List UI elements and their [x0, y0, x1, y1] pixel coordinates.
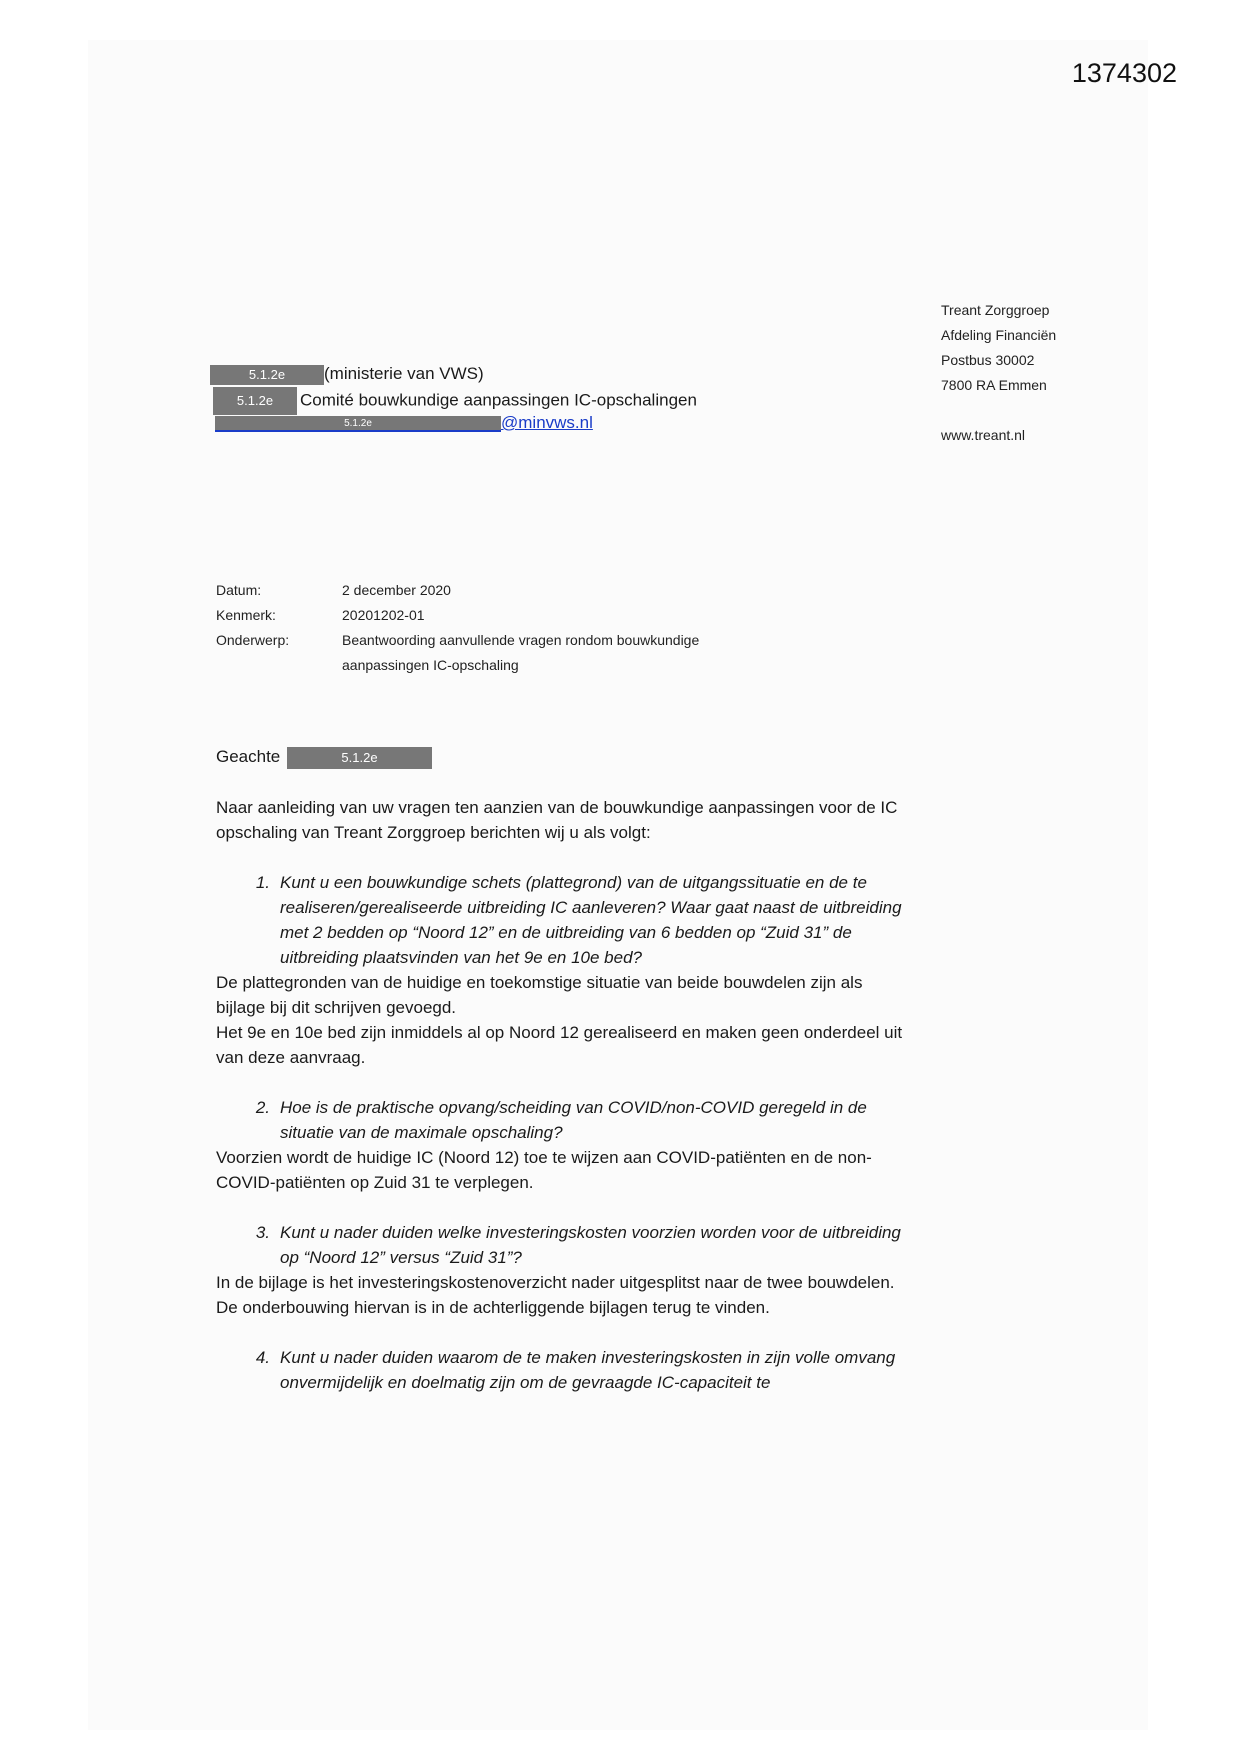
meta-row-datum [216, 578, 762, 603]
recipient-committee: Comité bouwkundige aanpassingen IC-opschalingen [300, 390, 697, 410]
question-text: Kunt u een bouwkundige schets (plattegrond) van de uitgangssituatie en de te realiseren/gerealiseerde uitbreiding IC aanleveren? Waar gaat naast de uitbreiding met 2 bedden op “Noord 12” en de uitbreiding van 6 bedden op “Zuid 31” de uitbreiding plaatsvinden van het 9e en 10e bed? [280, 873, 902, 967]
sender-org: Treant Zorggroep [941, 302, 1050, 318]
sender-postal-city: 7800 RA Emmen [941, 377, 1047, 393]
question-text: Hoe is de praktische opvang/scheiding van COVID/non-COVID geregeld in de situatie van de maximale opschaling? [280, 1098, 867, 1142]
answer-1-part-1: De plattegronden van de huidige en toekomstige situatie van beide bouwdelen zijn als bijlage bij dit schrijven gevoegd. [216, 973, 863, 1017]
redaction-box: 5.1.2e [213, 387, 297, 415]
datum-value: 2 december 2020 [342, 582, 451, 598]
intro-paragraph: Naar aanleiding van uw vragen ten aanzien van de bouwkundige aanpassingen voor de IC opschaling van Treant Zorggroep berichten wij u als volgt: [216, 798, 898, 842]
recipient-line-2 [213, 387, 697, 411]
meta-row-onderwerp [216, 628, 762, 678]
recipient-ministry: (ministerie van VWS) [324, 364, 484, 383]
question-3 [216, 1220, 916, 1270]
question-number: 1. [255, 873, 270, 892]
question-text: Kunt u nader duiden waarom de te maken investeringskosten in zijn volle omvang onvermijdelijk en doelmatig zijn om de gevraagde IC-capaciteit te [280, 1348, 896, 1392]
sender-address-block [941, 298, 1056, 448]
document-number: 1374302 [1071, 58, 1177, 88]
datum-label: Datum: [216, 582, 262, 598]
recipient-email-line [215, 411, 593, 435]
question-2 [216, 1095, 916, 1145]
redaction-box: 5.1.2e [210, 365, 324, 385]
meta-row-kenmerk [216, 603, 762, 628]
sender-department: Afdeling Financiën [941, 327, 1057, 343]
letter-meta [216, 578, 762, 678]
question-1 [216, 870, 916, 970]
question-number: 2. [255, 1098, 270, 1117]
redaction-box: 5.1.2e [287, 747, 432, 769]
onderwerp-label: Onderwerp: [216, 632, 290, 648]
sender-website: www.treant.nl [941, 427, 1026, 443]
answer-1-part-2: Het 9e en 10e bed zijn inmiddels al op Noord 12 gerealiseerd en maken geen onderdeel uit van deze aanvraag. [216, 1023, 903, 1067]
recipient-line-1 [210, 362, 484, 386]
recipient-email-link[interactable]: @minvws.nl [501, 413, 593, 432]
letter-body [216, 795, 916, 1395]
sender-postbox: Postbus 30002 [941, 352, 1035, 368]
question-number: 4. [255, 1348, 270, 1367]
question-4 [216, 1345, 916, 1395]
kenmerk-value: 20201202-01 [342, 607, 425, 623]
answer-2: Voorzien wordt de huidige IC (Noord 12) toe te wijzen aan COVID-patiënten en de non-COVID-patiënten op Zuid 31 te verplegen. [216, 1148, 872, 1192]
kenmerk-label: Kenmerk: [216, 607, 276, 623]
onderwerp-value: Beantwoording aanvullende vragen rondom bouwkundige aanpassingen IC-opschaling [342, 632, 700, 673]
redaction-box: 5.1.2e [215, 416, 501, 432]
salutation-text: Geachte [216, 747, 281, 766]
answer-3: In de bijlage is het investeringskostenoverzicht nader uitgesplitst naar de twee bouwdelen. De onderbouwing hiervan is in de achterliggende bijlagen terug te vinden. [216, 1273, 895, 1317]
question-text: Kunt u nader duiden welke investeringskosten voorzien worden voor de uitbreiding op “Noord 12” versus “Zuid 31”? [280, 1223, 901, 1267]
question-number: 3. [255, 1223, 270, 1242]
salutation-line [216, 745, 432, 769]
